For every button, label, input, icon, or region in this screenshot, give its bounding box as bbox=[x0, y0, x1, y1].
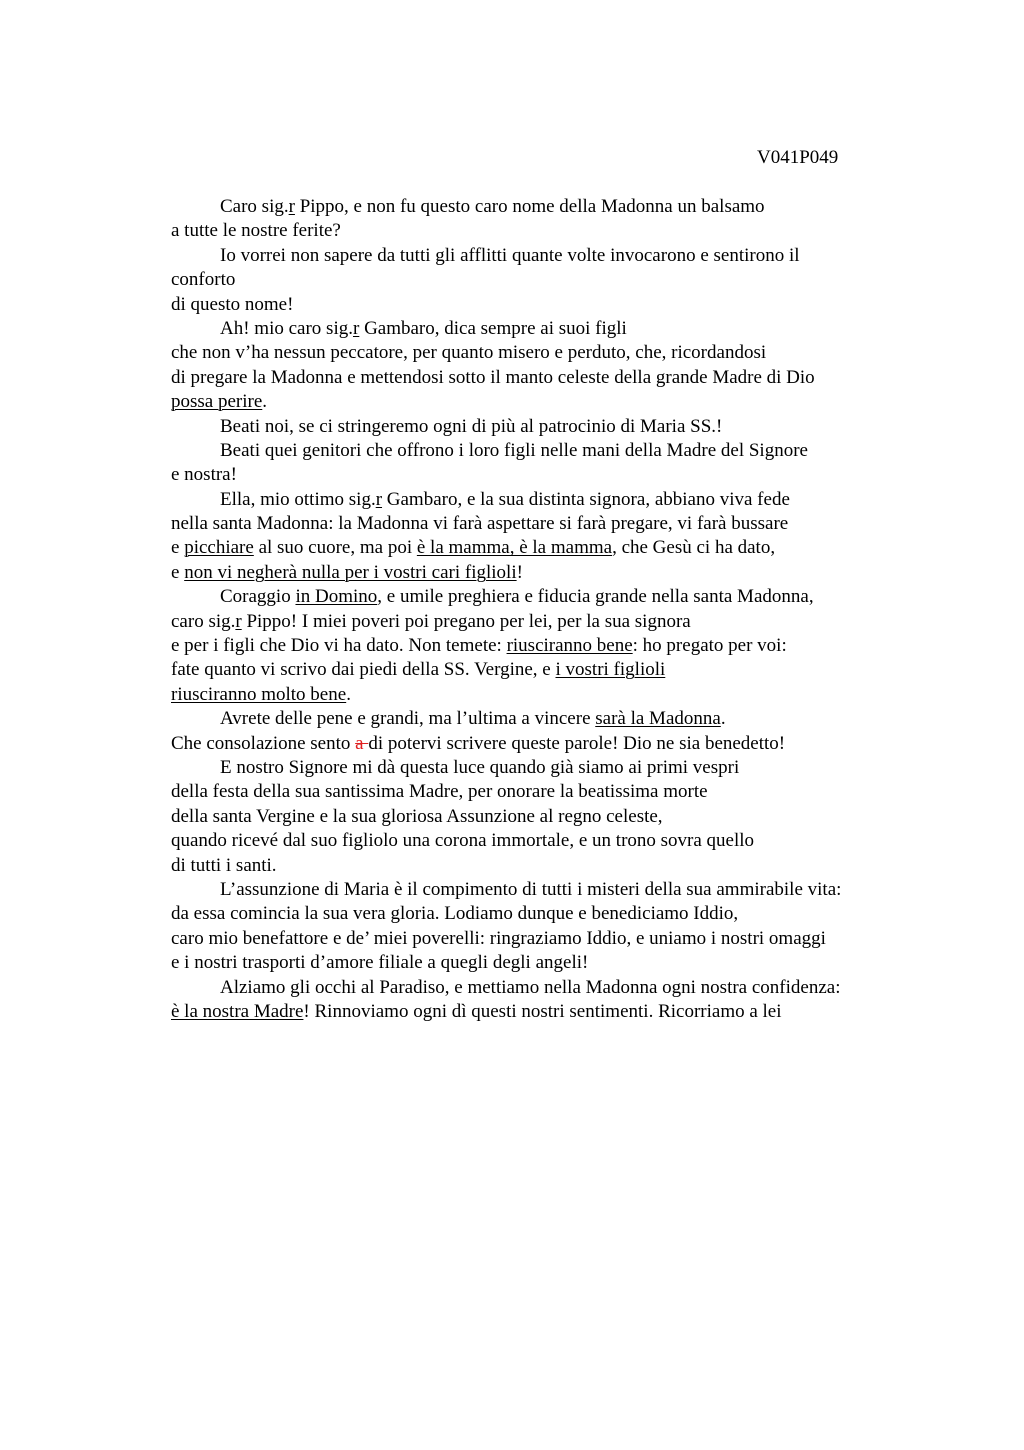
text-segment: ! Rinnoviamo ogni dì questi nostri sentimenti. Ricorriamo a lei bbox=[303, 1000, 782, 1022]
text-segment: Ella, mio ottimo sig. bbox=[220, 488, 376, 510]
text-segment: fate quanto vi scrivo dai piedi della SS. Vergine, e bbox=[171, 659, 556, 681]
text-line bbox=[171, 195, 931, 219]
underlined-text: sarà la Madonna bbox=[595, 708, 721, 730]
text-segment: Pippo, e non fu questo caro nome della Madonna un balsamo bbox=[294, 196, 765, 217]
text-line bbox=[171, 463, 931, 487]
text-line bbox=[171, 244, 931, 268]
text-segment: . bbox=[720, 708, 726, 730]
text-segment: e bbox=[171, 561, 185, 583]
text-segment: a tutte le nostre ferite? bbox=[171, 220, 341, 242]
text-line bbox=[171, 658, 931, 682]
text-line bbox=[171, 854, 931, 878]
text-line bbox=[171, 1000, 931, 1024]
text-line bbox=[171, 805, 931, 829]
text-line bbox=[171, 585, 931, 609]
letter-body bbox=[171, 195, 931, 1024]
text-segment: e bbox=[171, 537, 185, 559]
text-line bbox=[171, 439, 931, 463]
text-segment: : ho pregato per voi: bbox=[632, 635, 787, 657]
text-segment: della festa della sua santissima Madre, per onorare la beatissima morte bbox=[171, 781, 708, 803]
text-segment: Caro sig. bbox=[220, 196, 289, 217]
text-line bbox=[171, 293, 931, 317]
text-segment: caro sig. bbox=[171, 610, 236, 632]
text-segment: e per i figli che Dio vi ha dato. Non temete: bbox=[171, 635, 507, 657]
text-line bbox=[171, 976, 931, 1000]
text-segment: al suo cuore, ma poi bbox=[253, 537, 417, 559]
text-line bbox=[171, 415, 931, 439]
text-line bbox=[171, 927, 931, 951]
text-segment: Alziamo gli occhi al Paradiso, e mettiamo nella Madonna ogni nostra confidenza: bbox=[220, 976, 841, 998]
underlined-text: in Domino bbox=[295, 586, 378, 608]
text-segment: Io vorrei non sapere da tutti gli afflitti quante volte invocarono e sentirono il bbox=[220, 244, 800, 266]
text-segment: E nostro Signore mi dà questa luce quando già siamo ai primi vespri bbox=[220, 756, 740, 778]
text-segment: di pregare la Madonna e mettendosi sotto il manto celeste della grande Madre di Dio bbox=[171, 366, 815, 388]
underlined-text: r bbox=[235, 610, 242, 632]
text-segment: che non v’ha nessun peccatore, per quanto misero e perduto, che, ricordandosi bbox=[171, 342, 767, 364]
text-line bbox=[171, 512, 931, 536]
text-segment: caro mio benefattore e de’ miei poverelli: ringraziamo Iddio, e uniamo i nostri omaggi bbox=[171, 927, 826, 949]
underlined-text: picchiare bbox=[184, 537, 254, 559]
underlined-text: non vi negherà nulla per i vostri cari figlioli bbox=[184, 561, 517, 583]
text-segment: e i nostri trasporti d’amore filiale a quegli degli angeli! bbox=[171, 952, 589, 974]
text-segment: ! bbox=[516, 561, 523, 583]
text-line bbox=[171, 878, 931, 902]
text-segment: di questo nome! bbox=[171, 293, 294, 315]
text-segment: e nostra! bbox=[171, 464, 237, 486]
text-segment: Beati noi, se ci stringeremo ogni di più al patrocinio di Maria SS.! bbox=[220, 415, 723, 437]
text-segment: quando ricevé dal suo figliolo una corona immortale, e un trono sovra quello bbox=[171, 830, 755, 852]
text-line bbox=[171, 780, 931, 804]
underlined-text: i vostri figlioli bbox=[555, 659, 666, 681]
text-line bbox=[171, 902, 931, 926]
struck-text: a bbox=[355, 732, 369, 754]
text-line bbox=[171, 829, 931, 853]
text-line bbox=[171, 683, 931, 707]
text-line bbox=[171, 341, 931, 365]
text-line bbox=[171, 536, 931, 560]
text-segment: della santa Vergine e la sua gloriosa Assunzione al regno celeste, bbox=[171, 805, 663, 827]
text-line bbox=[171, 268, 931, 292]
text-line bbox=[171, 756, 931, 780]
underlined-text: è la nostra Madre bbox=[171, 1000, 304, 1022]
underlined-text: r bbox=[352, 317, 360, 339]
text-segment: Ah! mio caro sig. bbox=[220, 317, 353, 339]
page-identifier: V041P049 bbox=[757, 147, 839, 168]
text-segment: . bbox=[262, 391, 268, 413]
text-line bbox=[171, 951, 931, 975]
text-line bbox=[171, 610, 931, 634]
text-line bbox=[171, 732, 931, 756]
text-line bbox=[171, 488, 931, 512]
underlined-text: r bbox=[288, 196, 295, 217]
text-segment: Gambaro, e la sua distinta signora, abbiano viva fede bbox=[382, 488, 790, 510]
text-segment: Avrete delle pene e grandi, ma l’ultima a vincere bbox=[220, 708, 596, 730]
text-segment: da essa comincia la sua vera gloria. Lodiamo dunque e benediciamo Iddio, bbox=[171, 903, 739, 925]
text-segment: L’assunzione di Maria è il compimento di tutti i misteri della sua ammirabile vita: bbox=[220, 878, 842, 900]
text-segment: , e umile preghiera e fiducia grande nella santa Madonna, bbox=[377, 586, 814, 608]
text-line bbox=[171, 390, 931, 414]
underlined-text: è la mamma, è la mamma bbox=[416, 537, 613, 559]
text-line bbox=[171, 366, 931, 390]
text-segment: , che Gesù ci ha dato, bbox=[612, 537, 776, 559]
text-segment: Pippo! I miei poveri poi pregano per lei, per la sua signora bbox=[241, 610, 691, 632]
underlined-text: r bbox=[375, 488, 383, 510]
text-segment: conforto bbox=[171, 269, 236, 291]
text-segment: di potervi scrivere queste parole! Dio ne sia benedetto! bbox=[368, 732, 786, 754]
underlined-text: riusciranno bene bbox=[506, 635, 633, 657]
text-line bbox=[171, 317, 931, 341]
text-segment: nella santa Madonna: la Madonna vi farà aspettare si farà pregare, vi farà bussare bbox=[171, 513, 789, 535]
underlined-text: possa perire bbox=[171, 391, 263, 413]
text-segment: di tutti i santi. bbox=[171, 854, 277, 876]
underlined-text: riusciranno molto bene bbox=[171, 683, 347, 705]
text-line bbox=[171, 561, 931, 585]
text-segment: Che consolazione sento bbox=[171, 732, 356, 754]
text-segment: Coraggio bbox=[220, 586, 296, 608]
text-line bbox=[171, 707, 931, 731]
text-segment: Gambaro, dica sempre ai suoi figli bbox=[359, 317, 627, 339]
text-line bbox=[171, 219, 931, 243]
text-line bbox=[171, 634, 931, 658]
text-segment: . bbox=[346, 683, 351, 705]
text-segment: Beati quei genitori che offrono i loro figli nelle mani della Madre del Signore bbox=[220, 439, 808, 461]
